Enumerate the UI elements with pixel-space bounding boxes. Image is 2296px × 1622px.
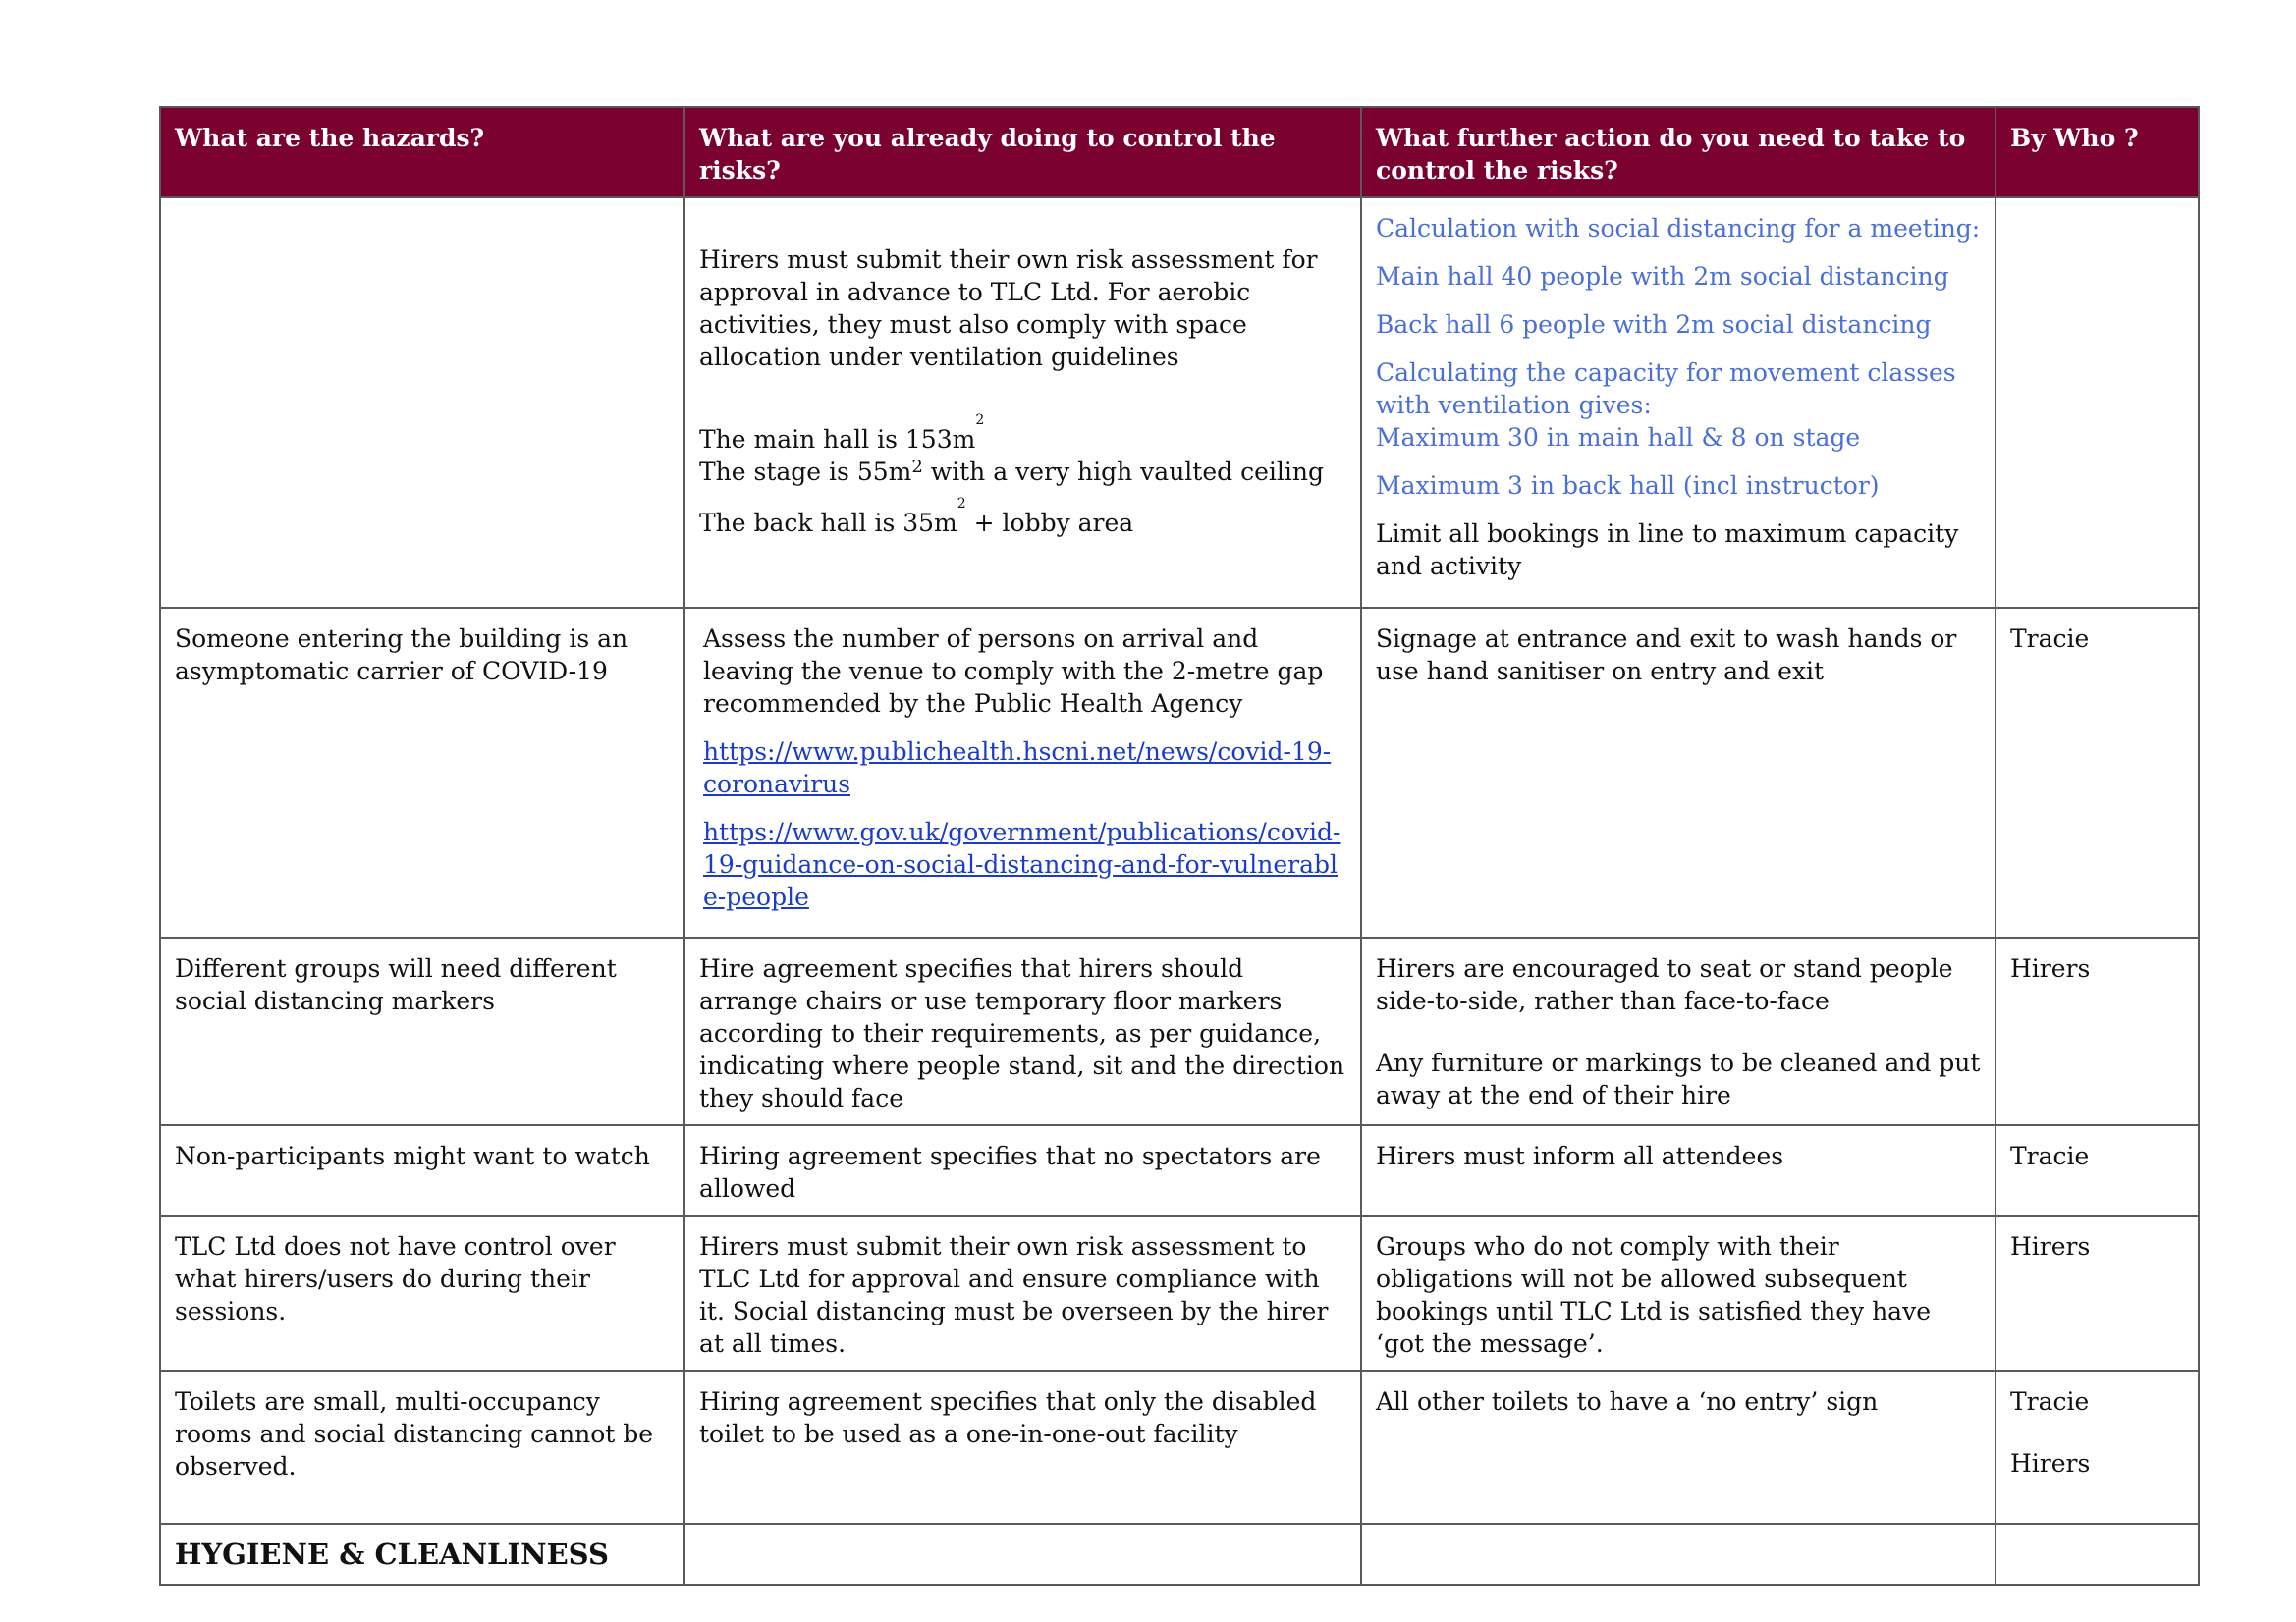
table-row — [160, 1125, 2199, 1216]
stage-size: The stage is $55m^2$ with a very high vaulted ceiling — [699, 457, 1324, 486]
hazard-cell — [160, 608, 684, 938]
table-row — [160, 608, 2199, 938]
hazard-text: Different groups will need different social distancing markers — [175, 954, 617, 1015]
hazard-cell — [160, 938, 684, 1125]
further-action-text: Maximum 30 in main hall & 8 on stage — [1376, 423, 1861, 452]
control-cell — [684, 197, 1361, 608]
by-who-cell — [1995, 1371, 2199, 1524]
main-hall-size: The main hall is $153m^2$ — [699, 412, 985, 454]
section-title: HYGIENE & CLEANLINESS — [175, 1538, 609, 1571]
by-who-text: Hirers — [2010, 954, 2091, 983]
link-gov — [699, 816, 1346, 913]
control-cell — [684, 1371, 1361, 1524]
further-action-cell — [1361, 197, 1995, 608]
control-text: Hiring agreement specifies that only the disabled toilet to be used as a one-in-one-out facility — [699, 1387, 1317, 1448]
control-cell — [684, 1125, 1361, 1216]
further-action-text: Signage at entrance and exit to wash hands or use hand sanitiser on entry and exit — [1376, 624, 1957, 685]
by-who-text: Hirers — [2010, 1232, 2091, 1261]
control-text: Hirers must submit their own risk assessment for approval in advance to TLC Ltd. For aerobic activities, they must also comply with space allocation under ventilation guidelines — [699, 245, 1318, 371]
further-action-text: All other toilets to have a ‘no entry’ sign — [1376, 1387, 1879, 1416]
further-action-text: Back hall 6 people with 2m social distancing — [1376, 310, 1932, 339]
further-action-text: Hirers are encouraged to seat or stand people side-to-side, rather than face-to-face — [1376, 954, 1953, 1015]
header-by-who: By Who ? — [1995, 107, 2199, 197]
header-controls: What are you already doing to control the risks? — [684, 107, 1361, 197]
control-text: Hirers must submit their own risk assessment to TLC Ltd for approval and ensure compliance with it. Social distancing must be overseen by the hirer at all times. — [699, 1232, 1329, 1358]
hazard-cell — [160, 197, 684, 608]
hazard-text: Non-participants might want to watch — [175, 1142, 650, 1170]
hazard-text: Toilets are small, multi-occupancy rooms and social distancing cannot be observed. — [175, 1387, 654, 1481]
table-row — [160, 1524, 2199, 1585]
empty-cell — [1995, 1524, 2199, 1585]
by-who-text: Tracie — [2010, 1387, 2090, 1416]
further-action-text: Hirers must inform all attendees — [1376, 1142, 1784, 1170]
by-who-cell — [1995, 938, 2199, 1125]
further-action-cell — [1361, 1125, 1995, 1216]
header-further-action: What further action do you need to take to control the risks? — [1361, 107, 1995, 197]
by-who-cell — [1995, 1125, 2199, 1216]
further-action-text: Main hall 40 people with 2m social distancing — [1376, 262, 1949, 291]
table-row — [160, 938, 2199, 1125]
further-action-cell — [1361, 1371, 1995, 1524]
hazard-text: TLC Ltd does not have control over what hirers/users do during their sessions. — [175, 1232, 616, 1325]
by-who-text: Tracie — [2010, 1142, 2090, 1170]
table-row — [160, 1216, 2199, 1371]
empty-cell — [684, 1524, 1361, 1585]
hazard-text: Someone entering the building is an asymptomatic carrier of COVID-19 — [175, 624, 629, 685]
further-action-text: Maximum 3 in back hall (incl instructor) — [1376, 471, 1880, 500]
control-text: Hire agreement specifies that hirers should arrange chairs or use temporary floor markers according to their requirements, as per guidance, indicating where people stand, sit and the direction they should face — [699, 954, 1345, 1112]
hazard-cell — [160, 1371, 684, 1524]
back-hall-size: The back hall is $35m^2$ + lobby area — [699, 496, 1134, 537]
further-action-text: Calculating the capacity for movement classes with ventilation gives: — [1376, 358, 1956, 419]
control-cell — [684, 608, 1361, 938]
further-action-cell — [1361, 608, 1995, 938]
by-who-text: Tracie — [2010, 624, 2090, 653]
further-action-text: Groups who do not comply with their obligations will not be allowed subsequent bookings until TLC Ltd is satisfied they have ‘got the message’. — [1376, 1232, 1932, 1358]
control-text: Assess the number of persons on arrival and leaving the venue to comply with the 2-metre gap recommended by the Public Health Agency — [703, 624, 1324, 718]
table-row — [160, 1371, 2199, 1524]
control-cell — [684, 1216, 1361, 1371]
header-hazards: What are the hazards? — [160, 107, 684, 197]
gov-guidance-link[interactable]: https://www.gov.uk/government/publications/covid-19-guidance-on-social-distancing-and-for-vulnerable-people — [703, 818, 1341, 911]
by-who-cell — [1995, 1216, 2199, 1371]
further-action-cell — [1361, 1216, 1995, 1371]
further-action-text: Calculation with social distancing for a meeting: — [1376, 214, 1981, 243]
hazard-cell — [160, 1125, 684, 1216]
link-publichealth — [699, 735, 1346, 800]
by-who-text: Hirers — [2010, 1449, 2091, 1478]
publichealth-link[interactable]: https://www.publichealth.hscni.net/news/covid-19-coronavirus — [703, 737, 1332, 798]
by-who-cell — [1995, 197, 2199, 608]
further-action-text: Limit all bookings in line to maximum capacity and activity — [1376, 519, 1959, 580]
control-cell — [684, 938, 1361, 1125]
further-action-cell — [1361, 938, 1995, 1125]
hazard-cell — [160, 1216, 684, 1371]
risk-assessment-table — [159, 106, 2200, 1586]
table-row — [160, 197, 2199, 608]
table-header-row — [160, 107, 2199, 197]
section-title-cell — [160, 1524, 684, 1585]
control-text: Hiring agreement specifies that no spectators are allowed — [699, 1142, 1321, 1203]
by-who-cell — [1995, 608, 2199, 938]
empty-cell — [1361, 1524, 1995, 1585]
further-action-text: Any furniture or markings to be cleaned and put away at the end of their hire — [1376, 1049, 1981, 1109]
